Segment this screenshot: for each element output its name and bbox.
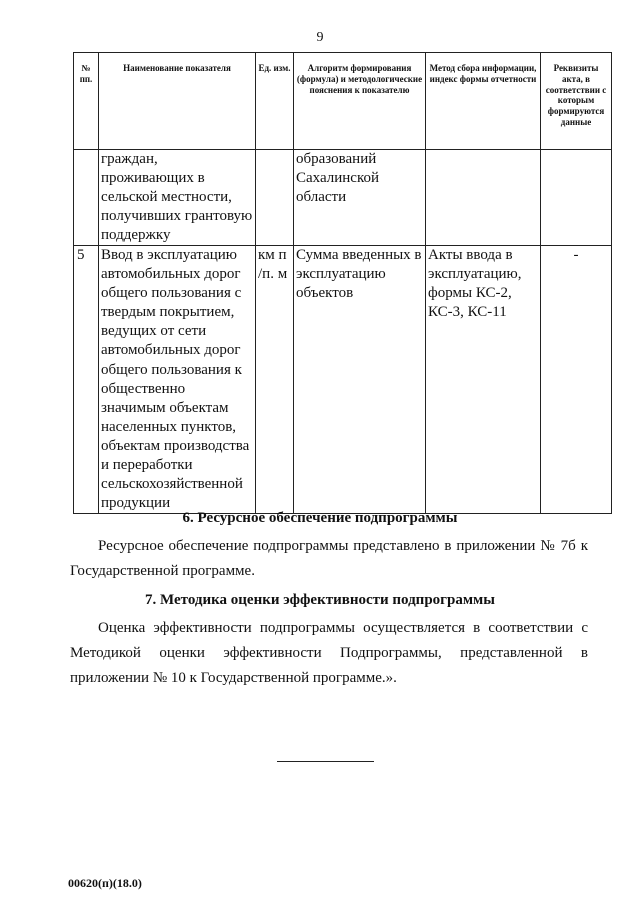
cell-act-details [541,150,612,246]
header-indicator-name: Наименование показателя [99,53,256,150]
cell-algorithm: образований Сахалинской области [294,150,426,246]
page-number: 9 [316,30,324,45]
cell-collection-method [426,150,541,246]
section-6-paragraph: Ресурсное обеспечение подпрограммы представлено в приложении № 7б к Государственной программе. [70,538,588,579]
closing-rule [277,761,374,762]
table-row [74,246,612,514]
table-row [74,150,612,246]
cell-indicator-name: граждан, проживающих в сельской местности, получивших грантовую поддержку [99,150,256,246]
header-act-details: Реквизиты акта, в соответствии с которым формируются данные [541,53,612,150]
indicators-table [73,52,612,514]
cell-num [74,150,99,246]
cell-collection-method: Акты ввода в эксплуатацию, формы КС-2, КС-3, КС-11 [426,246,541,514]
table-header-row [74,53,612,150]
cell-indicator-name: Ввод в эксплуатацию автомобильных дорог общего пользования с твердым покрытием, ведущих от сети автомобильных дорог общего пользования к общественно значимым объектам населенных пунктов, объектам производства и переработки сельскохозяйственной продукции [99,246,256,514]
cell-unit [256,150,294,246]
section-7-title: 7. Методика оценки эффективности подпрограммы [145,592,495,608]
cell-algorithm: Сумма введенных в эксплуатацию объектов [294,246,426,514]
cell-unit: км п /п. м [256,246,294,514]
header-collection-method: Метод сбора информации, индекс формы отчетности [426,53,541,150]
cell-act-details: - [541,246,612,514]
cell-num: 5 [74,246,99,514]
section-6-title: 6. Ресурсное обеспечение подпрограммы [182,510,458,526]
header-algorithm: Алгоритм формирования (формула) и методологические пояснения к показателю [294,53,426,150]
header-unit: Ед. изм. [256,53,294,150]
section-7-paragraph: Оценка эффективности подпрограммы осуществляется в соответствии с Методикой оценки эффективности Подпрограммы, представленной в приложении № 10 к Государственной программе.». [70,620,588,686]
document-code: 00620(п)(18.0) [68,876,142,890]
header-num: № пп. [74,53,99,150]
